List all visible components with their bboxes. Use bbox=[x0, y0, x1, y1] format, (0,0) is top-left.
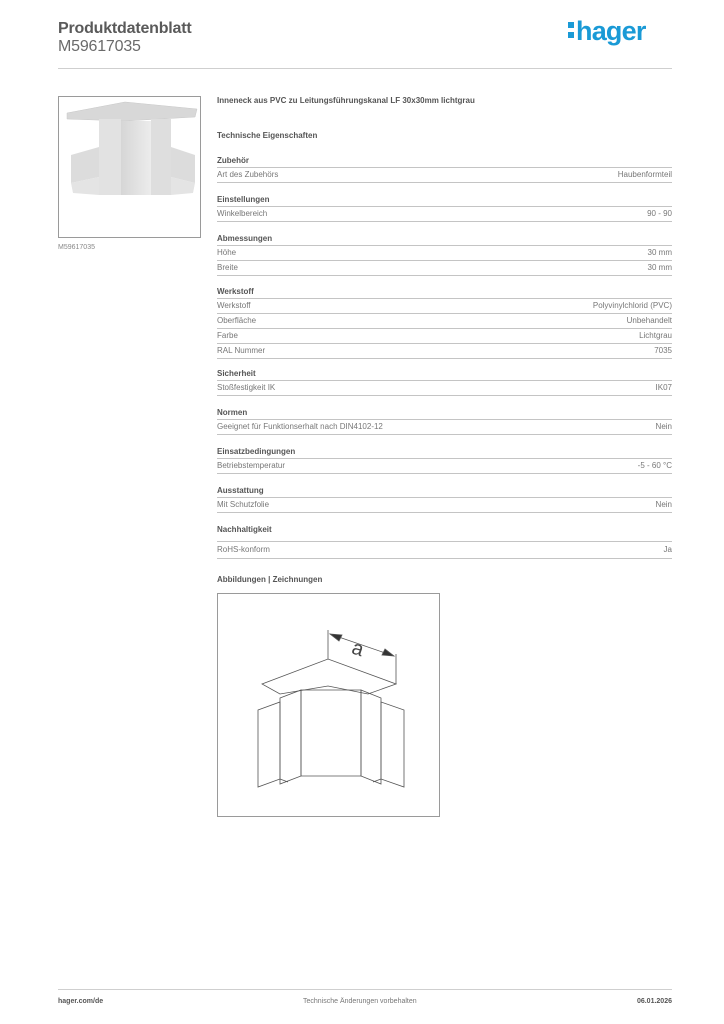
row-value: Ja bbox=[663, 545, 672, 554]
row-label: Oberfläche bbox=[217, 316, 257, 325]
technical-drawing bbox=[217, 593, 440, 817]
row-label: RAL Nummer bbox=[217, 346, 266, 355]
footer-website-link[interactable]: hager.com/de bbox=[58, 998, 104, 1005]
table-row bbox=[217, 498, 672, 513]
table-row bbox=[217, 329, 672, 344]
row-label: Art des Zubehörs bbox=[217, 170, 279, 179]
drawings-heading: Abbildungen | Zeichnungen bbox=[217, 575, 323, 584]
row-value: 30 mm bbox=[647, 263, 672, 272]
footer-divider bbox=[58, 989, 672, 990]
logo-colon-icon bbox=[567, 22, 575, 40]
row-value: Polyvinylchlorid (PVC) bbox=[592, 301, 672, 310]
table-row bbox=[217, 299, 672, 314]
row-label: Geeignet für Funktionserhalt nach DIN4102-12 bbox=[217, 422, 383, 431]
section-normen bbox=[217, 407, 672, 435]
section-title: Sicherheit bbox=[217, 368, 672, 381]
section-nachhaltigkeit bbox=[217, 524, 672, 559]
product-thumbnail bbox=[58, 96, 201, 238]
section-ausstattung bbox=[217, 485, 672, 513]
row-value: 90 - 90 bbox=[647, 209, 672, 218]
section-werkstoff bbox=[217, 286, 672, 359]
table-row bbox=[217, 420, 672, 435]
row-label: RoHS-konform bbox=[217, 545, 270, 554]
product-description: Inneneck aus PVC zu Leitungsführungskanal LF 30x30mm lichtgrau bbox=[217, 96, 475, 105]
table-row bbox=[217, 246, 672, 261]
section-title: Normen bbox=[217, 407, 672, 420]
table-row bbox=[217, 314, 672, 329]
row-value: 7035 bbox=[654, 346, 672, 355]
table-row bbox=[217, 168, 672, 183]
dimension-label: a bbox=[349, 636, 367, 662]
table-row bbox=[217, 381, 672, 396]
section-zubehoer bbox=[217, 155, 672, 183]
header-divider bbox=[58, 68, 672, 69]
row-value: Unbehandelt bbox=[626, 316, 672, 325]
row-label: Höhe bbox=[217, 248, 237, 257]
table-row bbox=[217, 344, 672, 359]
row-value: Haubenformteil bbox=[617, 170, 672, 179]
footer-date: 06.01.2026 bbox=[636, 998, 672, 1005]
row-value: -5 - 60 °C bbox=[637, 461, 672, 470]
footer-notice: Technische Änderungen vorbehalten bbox=[303, 998, 417, 1005]
inner-corner-drawing-icon bbox=[218, 594, 439, 816]
row-label: Mit Schutzfolie bbox=[217, 500, 270, 509]
section-einstellungen bbox=[217, 194, 672, 222]
row-value: Lichtgrau bbox=[639, 331, 672, 340]
section-sicherheit bbox=[217, 368, 672, 396]
section-title: Werkstoff bbox=[217, 286, 672, 299]
section-abmessungen bbox=[217, 233, 672, 276]
technical-properties-heading: Technische Eigenschaften bbox=[217, 131, 318, 140]
section-title: Ausstattung bbox=[217, 485, 672, 498]
section-title: Nachhaltigkeit bbox=[217, 524, 672, 542]
row-label: Werkstoff bbox=[217, 301, 251, 310]
table-row bbox=[217, 207, 672, 222]
table-row bbox=[217, 542, 672, 559]
row-label: Stoßfestigkeit IK bbox=[217, 383, 276, 392]
section-title: Zubehör bbox=[217, 155, 672, 168]
document-title: Produktdatenblatt bbox=[58, 20, 192, 37]
product-photo-icon bbox=[59, 97, 200, 237]
section-title: Einsatzbedingungen bbox=[217, 446, 672, 459]
logo-text: hager bbox=[576, 16, 646, 46]
row-value: IK07 bbox=[655, 383, 672, 392]
product-code: M59617035 bbox=[58, 38, 141, 55]
table-row bbox=[217, 459, 672, 474]
row-label: Betriebstemperatur bbox=[217, 461, 286, 470]
row-label: Breite bbox=[217, 263, 238, 272]
row-label: Winkelbereich bbox=[217, 209, 268, 218]
row-value: Nein bbox=[655, 422, 672, 431]
section-title: Abmessungen bbox=[217, 233, 672, 246]
row-value: Nein bbox=[655, 500, 672, 509]
hager-logo bbox=[567, 14, 646, 48]
thumbnail-caption: M59617035 bbox=[58, 244, 95, 251]
table-row bbox=[217, 261, 672, 276]
row-label: Farbe bbox=[217, 331, 238, 340]
section-einsatzbedingungen bbox=[217, 446, 672, 474]
row-value: 30 mm bbox=[647, 248, 672, 257]
section-title: Einstellungen bbox=[217, 194, 672, 207]
